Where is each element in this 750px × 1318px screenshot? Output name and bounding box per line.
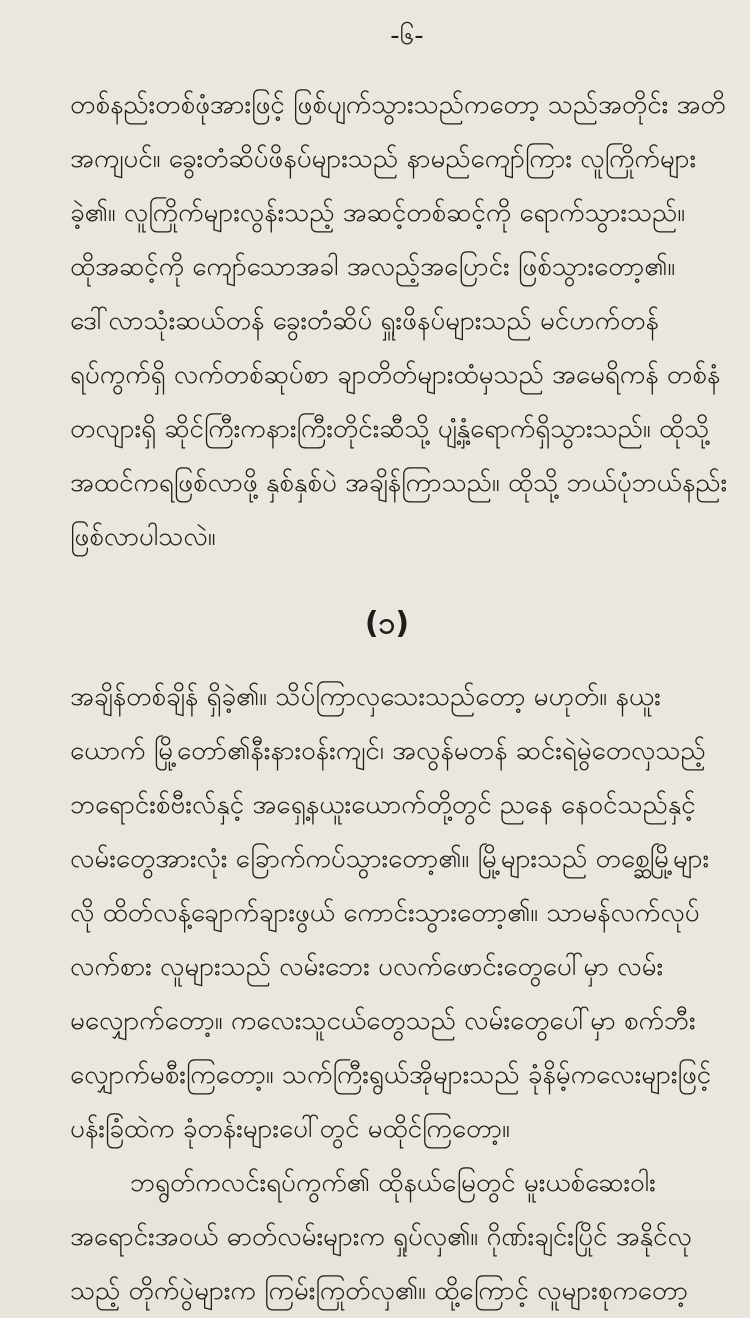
text-line: ပန်းခြံထဲက ခုံတန်းများပေါ်တွင် မထိုင်ကြတော့။ xyxy=(70,1114,510,1144)
text-line: တစ်နည်းတစ်ဖုံအားဖြင့် ဖြစ်ပျက်သွားသည်ကတော့ သည်အတိုင်း အတိ xyxy=(70,90,726,120)
text-line: သည့် တိုက်ပွဲများက ကြမ်းကြုတ်လှ၏။ ထို့ကြောင့် လူများစုကတော့ xyxy=(70,1276,688,1306)
paragraph-3 xyxy=(70,1156,704,1318)
section-heading: (၁) xyxy=(364,606,410,641)
text-line: အကျပင်။ ခွေးတံဆိပ်ဖိနပ်များသည် နာမည်ကျော်ကြား လူကြိုက်များ xyxy=(70,144,697,174)
text-line: လမ်းတွေအားလုံး ခြောက်ကပ်သွားတော့၏။ မြို့များသည် တစ္ဆေမြို့များ xyxy=(70,844,710,874)
text-line: ဘရွတ်ကလင်းရပ်ကွက်၏ ထိုနယ်မြေတွင် မူးယစ်ဆေးဝါး xyxy=(130,1168,656,1198)
text-line: ဘရောင်းစ်ဗီးလ်နှင့် အရှေ့နယူးယောက်တို့တွင် ညနေ နေဝင်သည်နှင့် xyxy=(70,790,696,820)
text-line: ဖြစ်လာပါသလဲ။ xyxy=(70,522,216,552)
text-line: မလျှောက်တော့။ ကလေးသူငယ်တွေသည် လမ်းတွေပေါ်မှာ စက်ဘီး xyxy=(70,1006,696,1036)
text-line: အချိန်တစ်ချိန် ရှိခဲ့၏။ သိပ်ကြာလှသေးသည်တော့ မဟုတ်။ နယူး xyxy=(70,682,661,712)
text-line: တလျားရှိ ဆိုင်ကြီးကနားကြီးတိုင်းဆီသို့ ပျံ့နှံ့ရောက်ရှိသွားသည်။ ထိုသို့ xyxy=(70,414,710,444)
text-line: ထိုအဆင့်ကို ကျော်သောအခါ အလည့်အပြောင်း ဖြစ်သွားတော့၏။ xyxy=(70,252,676,282)
text-line: လျှောက်မစီးကြတော့။ သက်ကြီးရွယ်အိုများသည် ခုံနိမ့်ကလေးများဖြင့် xyxy=(70,1060,712,1090)
text-line: ရပ်ကွက်ရှိ လက်တစ်ဆုပ်စာ ချာတိတ်များထံမှသည် အမေရိကန် တစ်နံ xyxy=(70,360,721,390)
paragraph-2 xyxy=(70,670,712,1156)
text-line: အရောင်းအဝယ် ဓာတ်လမ်းများက ရှုပ်လှ၏။ ဂိုဏ်းချင်းပြိုင် အနိုင်လု xyxy=(70,1222,692,1252)
text-line: လို ထိတ်လန့်ချောက်ချားဖွယ် ကောင်းသွားတော့၏။ သာမန်လက်လုပ် xyxy=(70,898,700,928)
page-number: -၆- xyxy=(390,21,424,51)
paragraph-1 xyxy=(70,78,728,564)
text-line: ယောက် မြို့တော်၏နီးနားဝန်းကျင်၊ အလွန်မတန် ဆင်းရဲမွဲတေလှသည့် xyxy=(70,736,706,766)
text-line: ဒေါ်လာသုံးဆယ်တန် ခွေးတံဆိပ် ရှူးဖိနပ်များသည် မင်ဟက်တန် xyxy=(70,306,659,336)
text-line: ခဲ့၏။ လူကြိုက်များလွန်းသည့် အဆင့်တစ်ဆင့်ကို ရောက်သွားသည်။ xyxy=(70,198,686,228)
text-line: လက်စား လူများသည် လမ်းဘေး ပလက်ဖောင်းတွေပေါ်မှာ လမ်း xyxy=(70,952,664,982)
text-line: အထင်ကရဖြစ်လာဖို့ နှစ်နှစ်ပဲ အချိန်ကြာသည်။ ထိုသို့ ဘယ်ပုံဘယ်နည်း xyxy=(70,468,728,498)
